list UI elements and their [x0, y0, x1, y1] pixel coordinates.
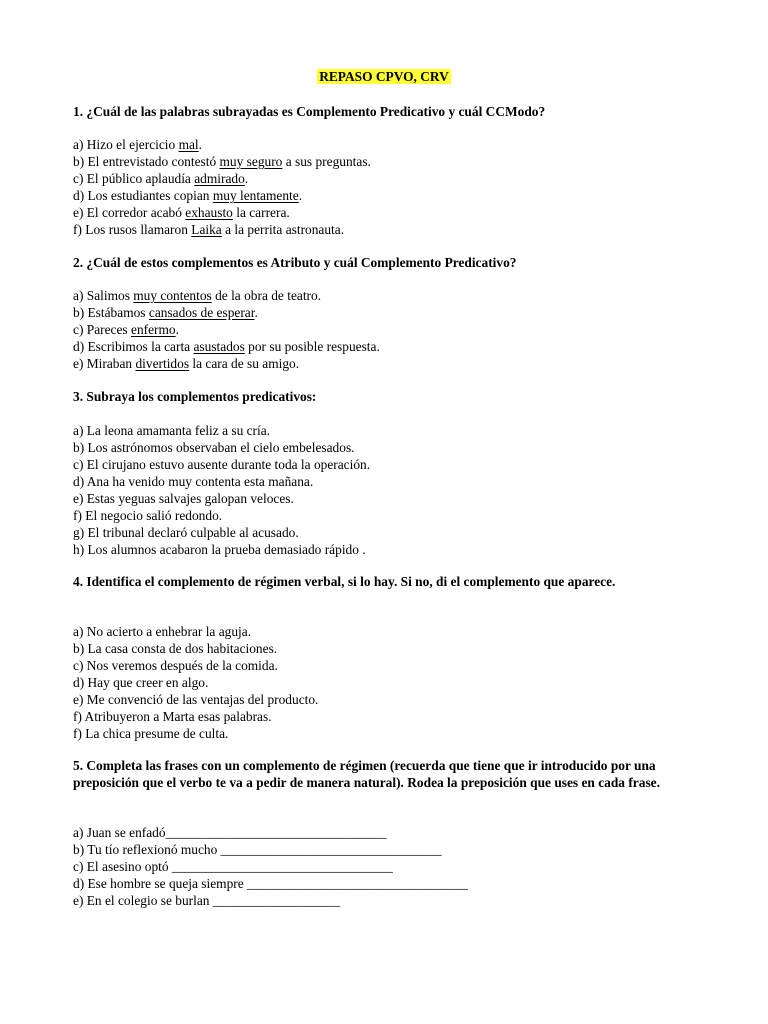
question-2-list — [73, 287, 380, 372]
list-item: g) El tribunal declaró culpable al acusado. — [73, 525, 299, 540]
list-item: d) Hay que creer en algo. — [73, 675, 209, 690]
fill-in-item: a) Juan se enfadó_________________________________ — [73, 825, 387, 840]
fill-in-item: d) Ese hombre se queja siempre _________________________________ — [73, 876, 468, 891]
list-item: c) Pareces enfermo. — [73, 322, 179, 337]
list-item: f) Atribuyeron a Marta esas palabras. — [73, 709, 272, 724]
list-item: f) Los rusos llamaron Laika a la perrita astronauta. — [73, 222, 345, 237]
list-item: e) Me convenció de las ventajas del producto. — [73, 692, 319, 707]
list-item: c) El cirujano estuvo ausente durante toda la operación. — [73, 457, 371, 472]
question-4-heading: 4. Identifica el complemento de régimen verbal, si lo hay. Si no, di el complemento que aparece. — [73, 574, 616, 589]
list-item: b) La casa consta de dos habitaciones. — [73, 641, 278, 656]
question-5-heading: 5. Completa las frases con un complemento de régimen (recuerda que tiene que ir introducido por una preposición que el verbo te va a pedir de manera natural). Rodea la preposición que uses en cada frase. — [73, 758, 660, 790]
list-item: a) Salimos muy contentos de la obra de teatro. — [73, 288, 322, 303]
underlined-phrase: enfermo — [131, 322, 176, 337]
list-item: e) El corredor acabó exhausto la carrera. — [73, 205, 290, 220]
underlined-phrase: muy contentos — [133, 288, 212, 303]
list-item: f) La chica presume de culta. — [73, 726, 229, 741]
underlined-phrase: divertidos — [135, 356, 190, 371]
question-2-heading: 2. ¿Cuál de estos complementos es Atributo y cuál Complemento Predicativo? — [73, 255, 517, 270]
underlined-phrase: admirado — [194, 171, 245, 186]
list-item: b) Los astrónomos observaban el cielo embelesados. — [73, 440, 355, 455]
underlined-phrase: mal — [178, 137, 199, 152]
list-item: f) El negocio salió redondo. — [73, 508, 223, 523]
underlined-phrase: cansados de esperar — [148, 305, 255, 320]
question-1-heading: 1. ¿Cuál de las palabras subrayadas es Complemento Predicativo y cuál CCModo? — [73, 104, 546, 119]
fill-in-item: b) Tu tío reflexionó mucho _________________________________ — [73, 842, 442, 857]
question-5-list — [73, 824, 468, 909]
underlined-phrase: exhausto — [185, 205, 233, 220]
question-3-list — [73, 422, 370, 558]
question-4-list — [73, 623, 318, 742]
list-item: a) Hizo el ejercicio mal. — [73, 137, 203, 152]
list-item: b) El entrevistado contestó muy seguro a sus preguntas. — [73, 154, 371, 169]
question-1-list — [73, 136, 371, 238]
list-item: e) Estas yeguas salvajes galopan veloces. — [73, 491, 294, 506]
underlined-phrase: muy seguro — [219, 154, 283, 169]
underlined-phrase: Laika — [191, 222, 222, 237]
question-3-heading: 3. Subraya los complementos predicativos: — [73, 389, 317, 404]
underlined-phrase: asustados — [193, 339, 245, 354]
fill-in-item: c) El asesino optó _________________________________ — [73, 859, 393, 874]
list-item: c) Nos veremos después de la comida. — [73, 658, 278, 673]
list-item: a) No acierto a enhebrar la aguja. — [73, 624, 252, 639]
list-item: d) Escribimos la carta asustados por su posible respuesta. — [73, 339, 380, 354]
list-item: c) El público aplaudía admirado. — [73, 171, 249, 186]
underlined-phrase: muy lentamente — [212, 188, 299, 203]
fill-in-item: e) En el colegio se burlan ___________________ — [73, 893, 341, 908]
list-item: a) La leona amamanta feliz a su cría. — [73, 423, 271, 438]
list-item: e) Miraban divertidos la cara de su amigo. — [73, 356, 300, 371]
list-item: d) Ana ha venido muy contenta esta mañana. — [73, 474, 314, 489]
list-item: d) Los estudiantes copian muy lentamente. — [73, 188, 303, 203]
document-title: REPASO CPVO, CRV — [319, 69, 449, 84]
list-item: h) Los alumnos acabaron la prueba demasiado rápido . — [73, 542, 366, 557]
list-item: b) Estábamos cansados de esperar. — [73, 305, 258, 320]
